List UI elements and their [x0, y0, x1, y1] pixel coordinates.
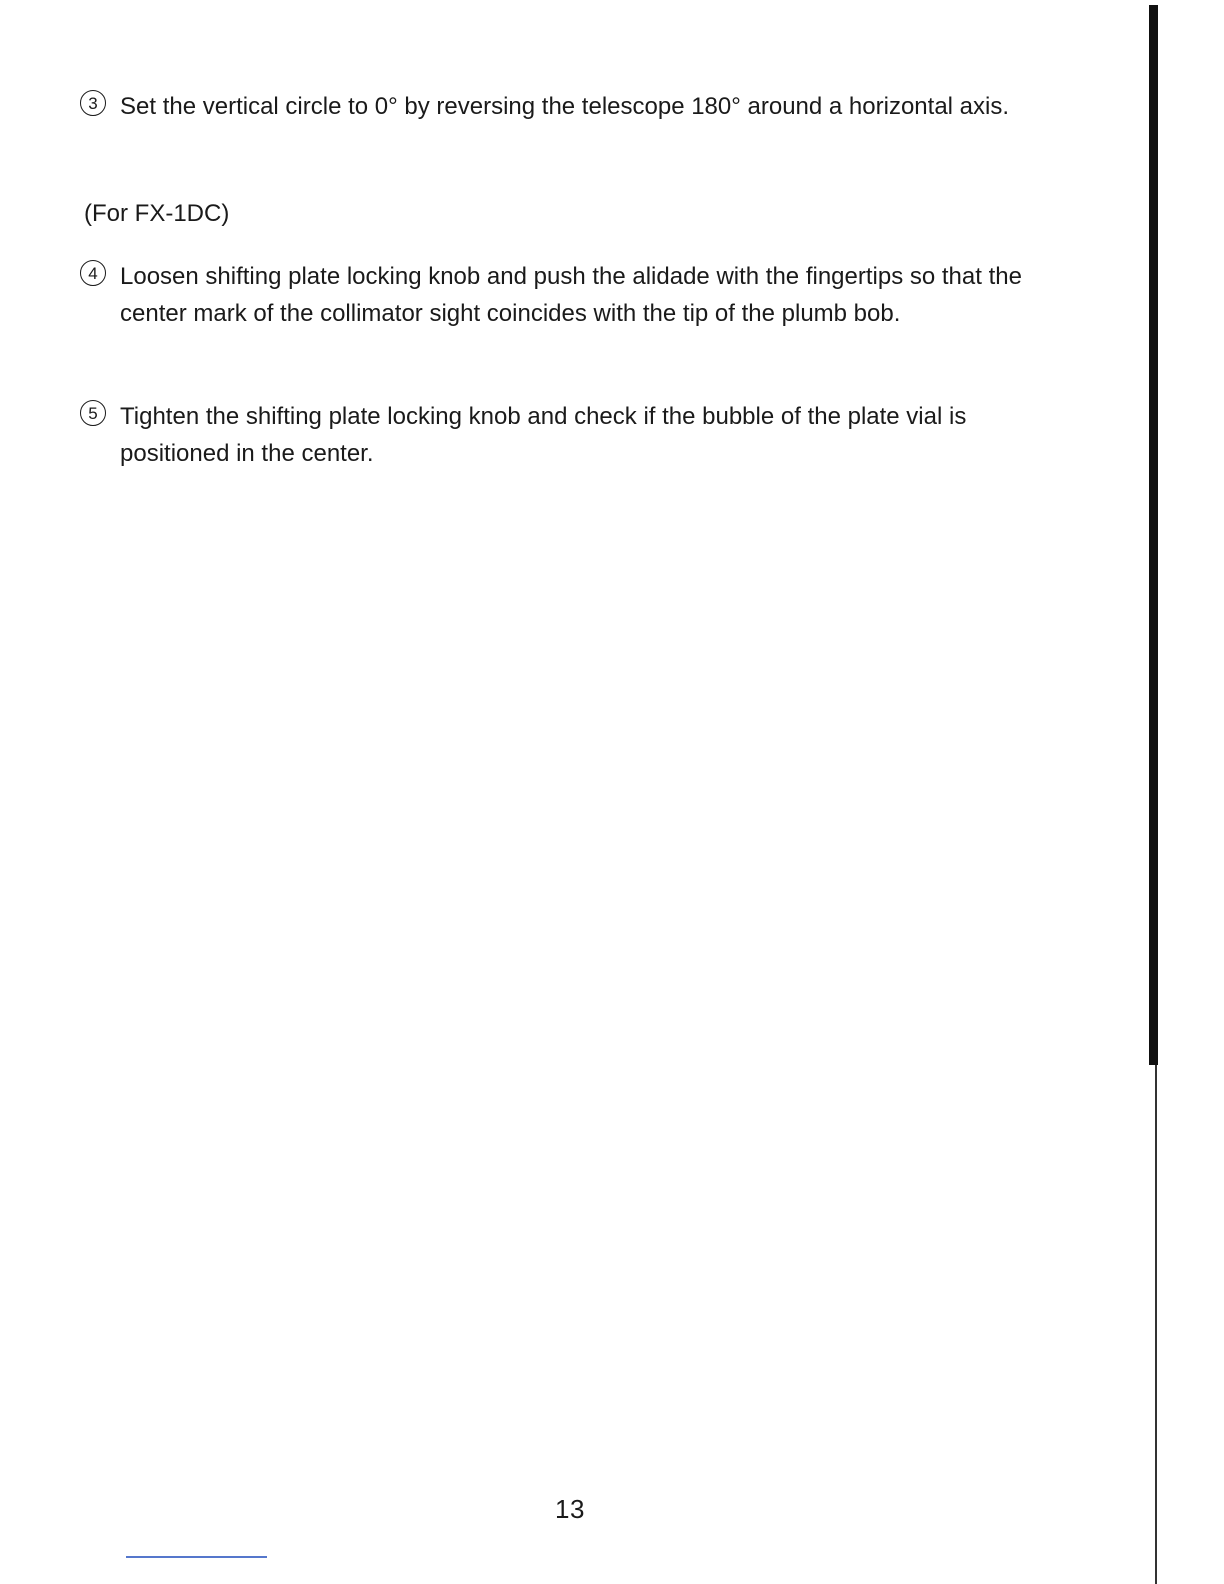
model-subheading: (For FX-1DC) [84, 200, 230, 227]
step-number-circle: 5 [80, 400, 106, 426]
page-number: 13 [555, 1494, 585, 1524]
step-text: Set the vertical circle to 0° by reversing the telescope 180° around a horizontal axis. [120, 93, 1010, 120]
step-number-circle: 3 [80, 90, 106, 116]
step-number-circle: 4 [80, 260, 106, 286]
step-5 [80, 398, 1060, 472]
scan-edge-line [1155, 1065, 1157, 1584]
scan-edge-bar [1149, 5, 1158, 1065]
step-3 [80, 88, 1060, 125]
step-4 [80, 258, 1060, 332]
step-text: Loosen shifting plate locking knob and push the alidade with the fingertips so that the center mark of the collimator sight coincides with the tip of the plumb bob. [120, 263, 1022, 327]
step-text: Tighten the shifting plate locking knob and check if the bubble of the plate vial is positioned in the center. [120, 403, 967, 467]
bottom-rule [126, 1556, 267, 1558]
